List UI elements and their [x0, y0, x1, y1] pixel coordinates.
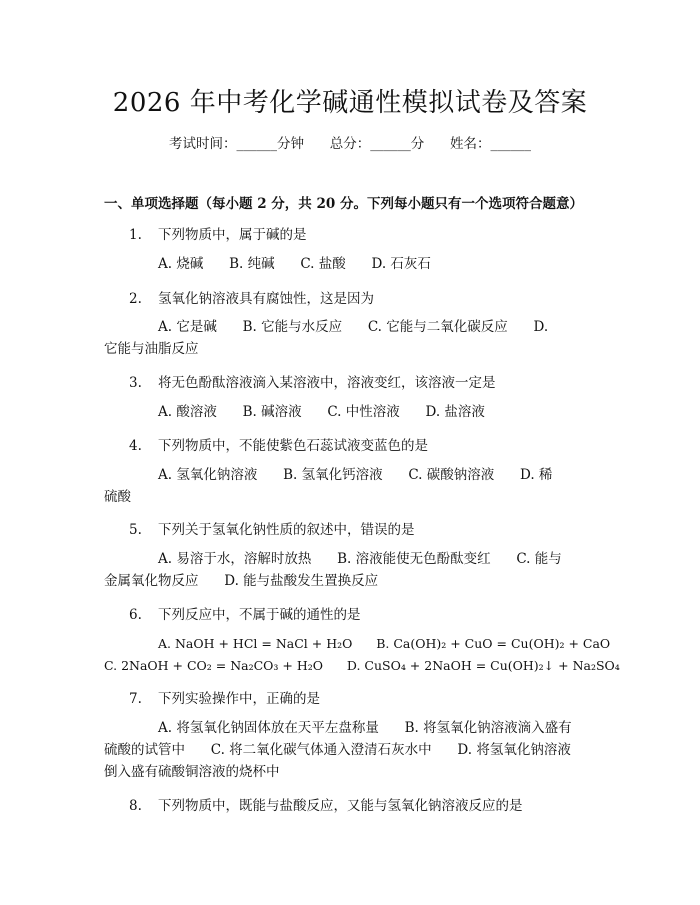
- page-title: 2026 年中考化学碱通性模拟试卷及答案: [112, 88, 588, 118]
- question-number: 4.: [129, 438, 142, 454]
- question-number: 5.: [129, 522, 142, 538]
- question-stem: 氢氧化钠溶液具有腐蚀性，这是因为: [158, 291, 374, 307]
- question-number: 7.: [129, 691, 142, 707]
- question-4-options: A. 氢氧化钠溶液 B. 氢氧化钙溶液 C. 碳酸钠溶液 D. 稀: [158, 467, 553, 483]
- question-number: 8.: [129, 798, 142, 814]
- question-stem: 下列关于氢氧化钠性质的叙述中，错误的是: [158, 522, 415, 538]
- question-7-options: A. 将氢氧化钠固体放在天平左盘称量 B. 将氢氧化钠溶液滴入盛有: [158, 720, 572, 736]
- exam-info-line: 考试时间：______分钟 总分：______分 姓名：______: [169, 136, 531, 152]
- question-8: [129, 794, 523, 814]
- question-6-options-wrap: C. 2NaOH + CO₂ = Na₂CO₃ + H₂O D. CuSO₄ + 2NaOH = Cu(OH)₂↓ + Na₂SO₄: [104, 658, 620, 673]
- question-1-options: A. 烧碱 B. 纯碱 C. 盐酸 D. 石灰石: [158, 256, 431, 272]
- question-stem: 下列物质中，既能与盐酸反应，又能与氢氧化钠溶液反应的是: [158, 798, 523, 814]
- question-7-options-wrap-2: 倒入盛有硫酸铜溶液的烧杯中: [104, 764, 280, 780]
- question-stem: 下列物质中，属于碱的是: [158, 227, 307, 243]
- question-stem: 下列实验操作中，正确的是: [158, 691, 320, 707]
- section-heading: 一、单项选择题（每小题 2 分，共 20 分。下列每小题只有一个选项符合题意）: [104, 196, 583, 212]
- question-5-options-wrap: 金属氧化物反应 D. 能与盐酸发生置换反应: [104, 573, 379, 589]
- question-5-options: A. 易溶于水，溶解时放热 B. 溶液能使无色酚酞变红 C. 能与: [158, 551, 562, 567]
- question-7: [129, 687, 320, 707]
- question-6-options: A. NaOH + HCl = NaCl + H₂O B. Ca(OH)₂ + CuO = Cu(OH)₂ + CaO: [158, 636, 611, 651]
- question-3: [129, 371, 496, 391]
- question-number: 6.: [129, 607, 142, 623]
- question-7-options-wrap: 硫酸的试管中 C. 将二氧化碳气体通入澄清石灰水中 D. 将氢氧化钠溶液: [104, 742, 571, 758]
- question-stem: 下列物质中，不能使紫色石蕊试液变蓝色的是: [158, 438, 428, 454]
- question-stem: 下列反应中，不属于碱的通性的是: [158, 607, 361, 623]
- question-4: [129, 434, 428, 454]
- question-2-options: A. 它是碱 B. 它能与水反应 C. 它能与二氧化碳反应 D.: [158, 319, 549, 335]
- question-number: 3.: [129, 375, 142, 391]
- question-6: [129, 603, 361, 623]
- question-number: 2.: [129, 291, 142, 307]
- question-2-options-wrap: 它能与油脂反应: [104, 341, 199, 357]
- question-stem: 将无色酚酞溶液滴入某溶液中，溶液变红，该溶液一定是: [158, 375, 496, 391]
- question-3-options: A. 酸溶液 B. 碱溶液 C. 中性溶液 D. 盐溶液: [158, 404, 485, 420]
- question-5: [129, 518, 415, 538]
- question-4-options-wrap: 硫酸: [104, 489, 131, 505]
- question-2: [129, 287, 374, 307]
- question-number: 1.: [129, 227, 142, 243]
- question-1: [129, 223, 307, 243]
